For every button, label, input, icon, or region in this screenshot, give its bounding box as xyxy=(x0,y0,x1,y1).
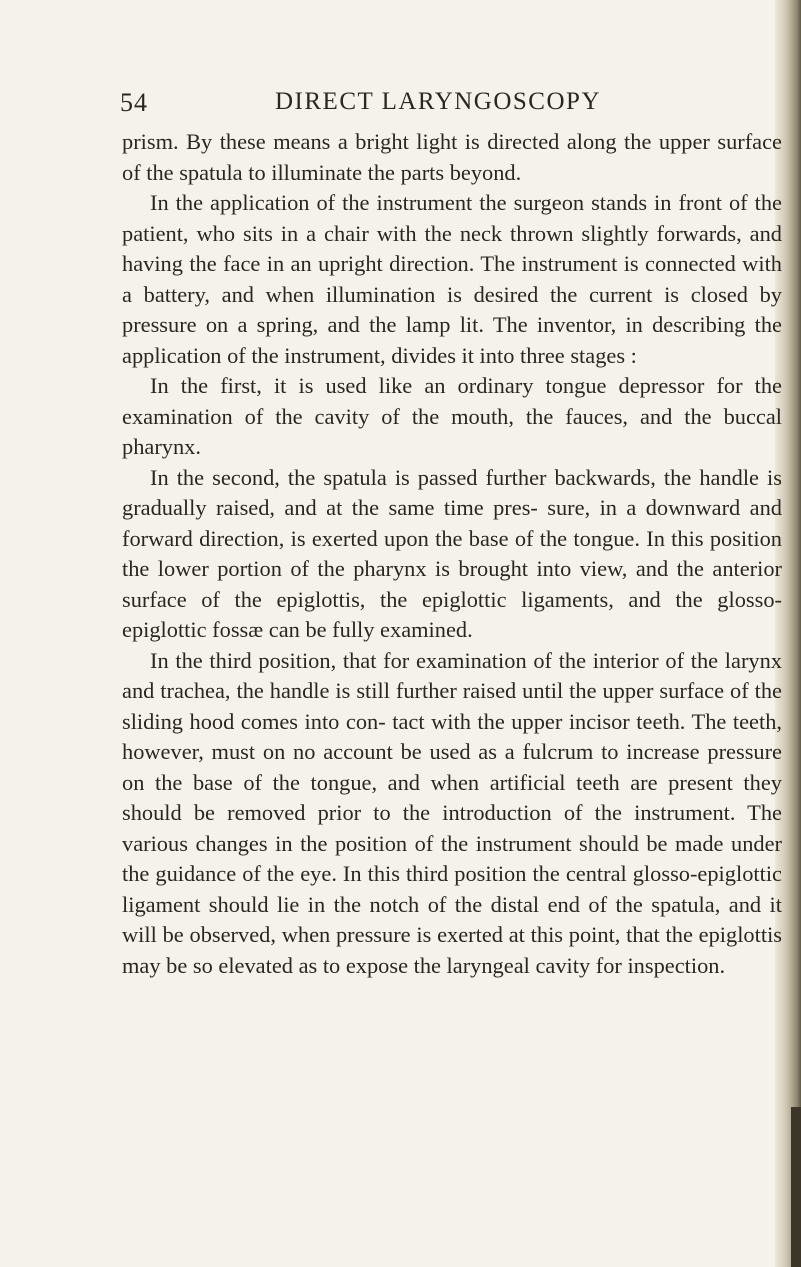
page-edge-corner xyxy=(791,1107,801,1267)
paragraph-application: In the application of the instrument the surgeon stands in front of the patient, who sits in a chair with the neck thrown slightly forwards, and having the face in an upright direction. The instrument is connected with a battery, and when illumination is desired the current is closed by pressure on a spring, and the lamp lit. The inventor, in describing the application of the instrument, divides it into three stages : xyxy=(122,190,782,368)
paragraph-first-stage: In the first, it is used like an ordinary tongue depressor for the examination of the cavity of the mouth, the fauces, and the buccal pharynx. xyxy=(122,373,782,459)
paragraph-continuation: prism. By these means a bright light is directed along the upper surface of the spatula to illuminate the parts beyond. xyxy=(122,129,782,185)
paragraph-third-stage: In the third position, that for examination of the interior of the larynx and trachea, the handle is still further raised until the upper surface of the sliding hood comes into con- tact with the upper incisor teeth. The teeth, however, must on no account be used as a fulcrum to increase pressure on the base of the tongue, and when artificial teeth are present they should be removed prior to the introduction of the instrument. The various changes in the position of the instrument should be made under the guidance of the eye. In this third position the central glosso-epiglottic ligament should lie in the notch of the distal end of the spatula, and it will be observed, when pressure is exerted at this point, that the epiglottis may be so elevated as to expose the laryngeal cavity for inspection. xyxy=(122,647,782,978)
running-head xyxy=(120,88,780,118)
paragraph-second-stage: In the second, the spatula is passed further backwards, the handle is gradually raised, and at the same time pres- sure, in a downward and forward direction, is exerted upon the base of the tongue. In this position the lower portion of the pharynx is brought into view, and the anterior surface of the epiglottis, the epiglottic ligaments, and the glosso-epiglottic fossæ can be fully examined. xyxy=(122,464,782,642)
body-text xyxy=(122,127,782,981)
running-title: DIRECT LARYNGOSCOPY xyxy=(275,88,601,115)
page-number: 54 xyxy=(120,88,148,117)
